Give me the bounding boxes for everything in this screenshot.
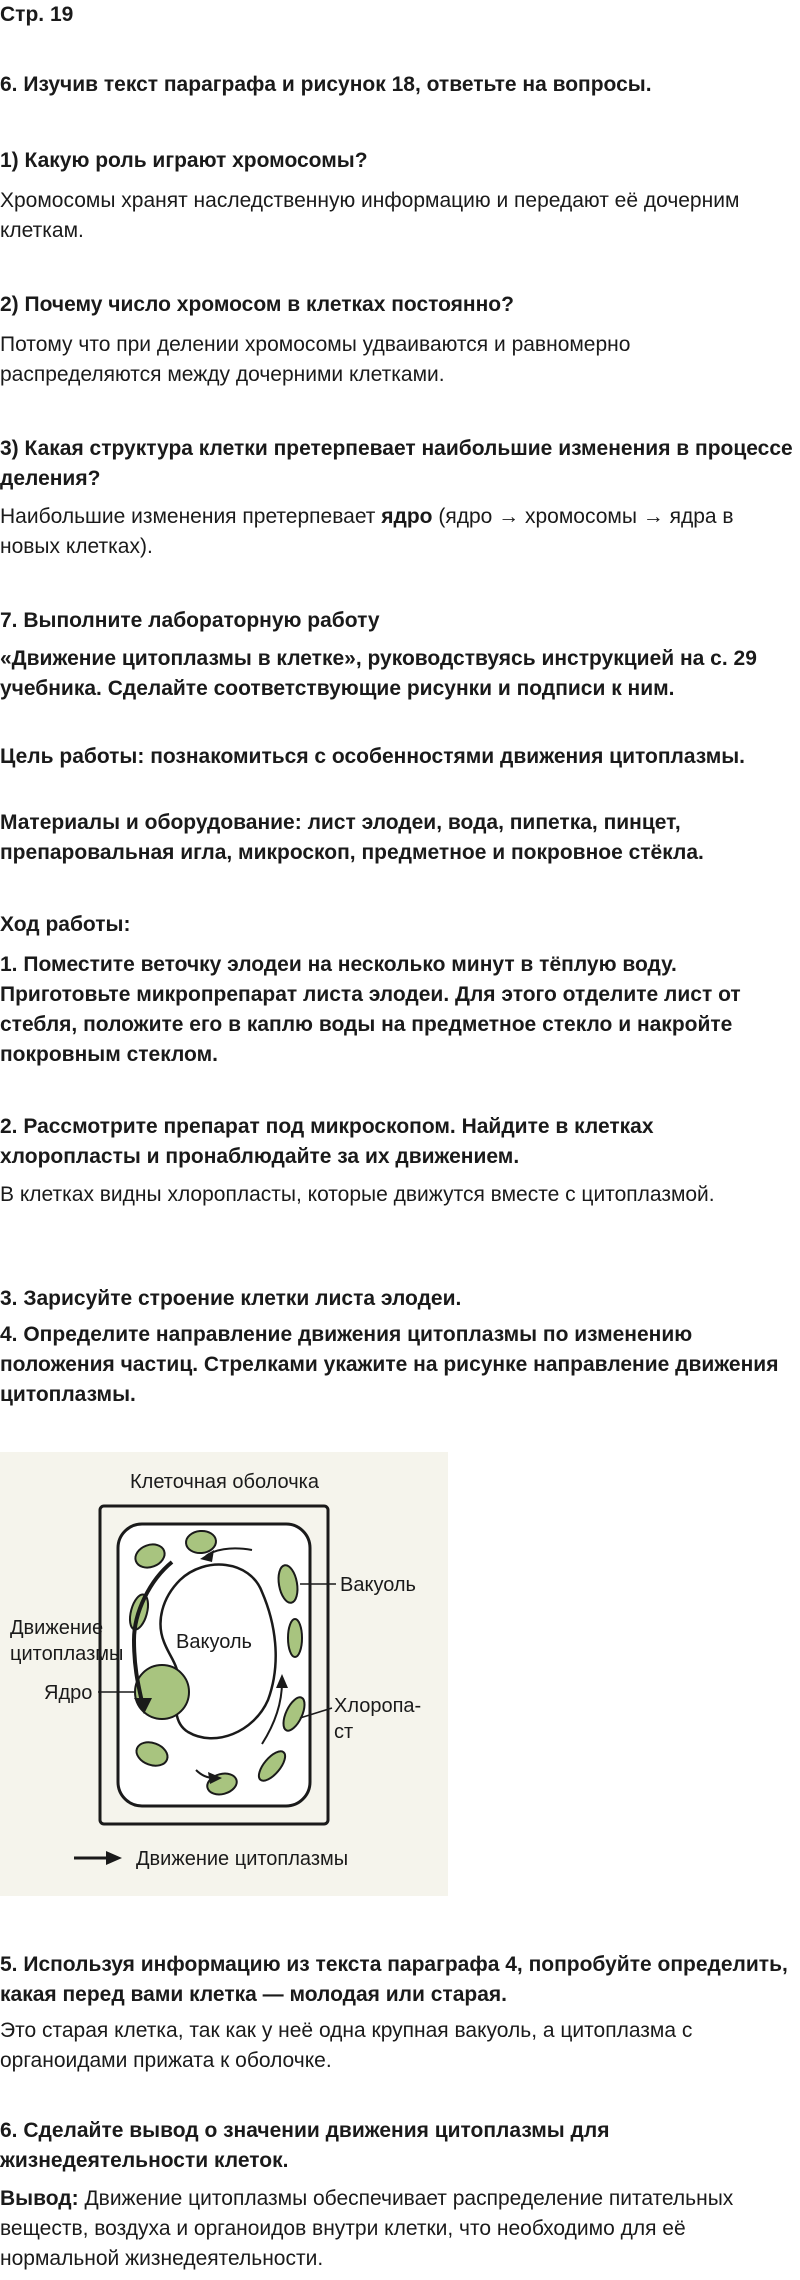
task7-title: 7. Выполните лабораторную работу xyxy=(0,609,380,632)
step-3: 3. Зарисуйте строение клетки листа элодеи. xyxy=(0,1287,462,1310)
label-vacuole-right: Вакуоль xyxy=(340,1574,416,1596)
question-3: 3) Какая структура клетки претерпевает наибольшие изменения в процессе деления? xyxy=(0,437,793,490)
label-cell-wall: Клеточная оболочка xyxy=(130,1471,319,1493)
label-chloroplast-2: ст xyxy=(334,1721,354,1743)
work-goal: Цель работы: познакомиться с особенностями движения цитоплазмы. xyxy=(0,745,746,768)
step-5: 5. Используя информацию из текста параграфа 4, попробуйте определить, какая перед вами клетка — молодая или старая. xyxy=(0,1953,788,2006)
answer-1: Хромосомы хранят наследственную информацию и передают её дочерним клеткам. xyxy=(0,189,740,242)
label-movement-2: цитоплазмы xyxy=(10,1643,124,1665)
step-5-answer: Это старая клетка, так как у неё одна крупная вакуоль, а цитоплазма с органоидами прижата к оболочке. xyxy=(0,2019,693,2072)
answer-3-part2: (ядро → хромосомы → ядра в новых клетках). xyxy=(0,505,734,558)
answer-3 xyxy=(0,502,796,562)
answer-2: Потому что при делении хромосомы удваиваются и равномерно распределяются между дочерними клетками. xyxy=(0,333,631,386)
elodea-cell-figure xyxy=(0,1452,448,1896)
label-nucleus: Ядро xyxy=(44,1682,93,1704)
label-movement-1: Движение xyxy=(10,1617,104,1639)
question-1: 1) Какую роль играют хромосомы? xyxy=(0,149,368,172)
conclusion-label: Вывод: xyxy=(0,2187,79,2210)
conclusion-text: Движение цитоплазмы обеспечивает распределение питательных веществ, воздуха и органоидов внутри клетки, что необходимо для её нормальной жизнедеятельности. xyxy=(0,2187,734,2270)
step-1: 1. Поместите веточку элодеи на несколько минут в тёплую воду. Приготовьте микропрепарат листа элодеи. Для этого отделите лист от стебля, положите его в каплю воды на предметное стекло и накройте покровным стеклом. xyxy=(0,953,741,1066)
work-materials: Материалы и оборудование: лист элодеи, вода, пипетка, пинцет, препаровальная игла, микроскоп, предметное и покровное стёкла. xyxy=(0,811,704,864)
label-vacuole-center: Вакуоль xyxy=(176,1631,252,1653)
step-6: 6. Сделайте вывод о значении движения цитоплазмы для жизнедеятельности клеток. xyxy=(0,2119,610,2172)
answer-3-part1: Наибольшие изменения претерпевает xyxy=(0,505,382,528)
task7-text: «Движение цитоплазмы в клетке», руководствуясь инструкцией на с. 29 учебника. Сделайте соответствующие рисунки и подписи к ним. xyxy=(0,647,757,700)
answer-3-bold: ядро xyxy=(381,505,433,528)
label-chloroplast-1: Хлоропа- xyxy=(334,1695,422,1717)
procedure-title: Ход работы: xyxy=(0,913,131,936)
chloroplast xyxy=(288,1619,302,1657)
step-2: 2. Рассмотрите препарат под микроскопом. Найдите в клетках хлоропласты и пронаблюдайте за их движением. xyxy=(0,1115,654,1168)
conclusion xyxy=(0,2184,796,2274)
step-4: 4. Определите направление движения цитоплазмы по изменению положения частиц. Стрелками укажите на рисунке направление движения цитоплазмы. xyxy=(0,1323,779,1406)
legend-label: Движение цитоплазмы xyxy=(136,1848,349,1870)
page-label: Стр. 19 xyxy=(0,3,74,26)
elodea-cell-svg xyxy=(0,1452,448,1896)
question-2: 2) Почему число хромосом в клетках постоянно? xyxy=(0,293,514,316)
step-2-answer: В клетках видны хлоропласты, которые движутся вместе с цитоплазмой. xyxy=(0,1183,715,1206)
task6-title: 6. Изучив текст параграфа и рисунок 18, ответьте на вопросы. xyxy=(0,73,652,96)
